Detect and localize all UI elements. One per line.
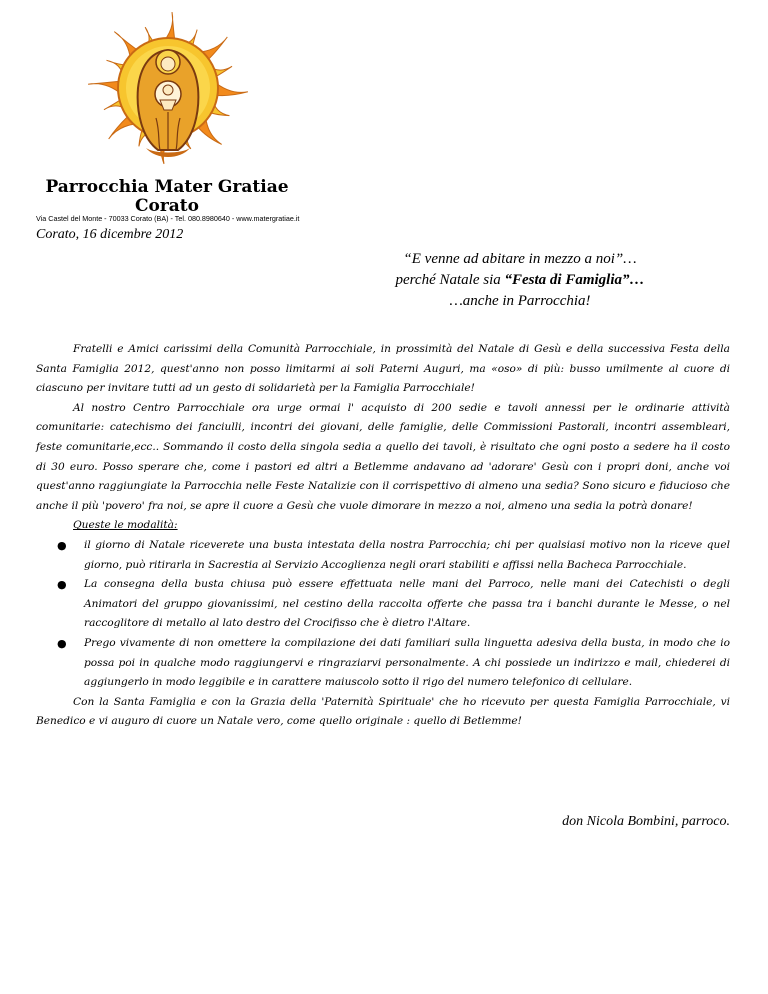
paragraph-closing: Con la Santa Famiglia e con la Grazia della 'Paternità Spirituale' che ho ricevuto per questa Famiglia Parrocchiale, vi Benedico e vi auguro di cuore un Natale vero, come quello originale : quello di Betlemme! [36,695,730,728]
bullet-icon: ● [57,538,67,552]
letter-date: Corato, 16 dicembre 2012 [36,227,184,242]
parish-city: Corato [134,196,200,216]
parish-name: Parrocchia Mater Gratiae [45,177,289,197]
motto [370,249,670,312]
parish-address: Via Castel del Monte - 70033 Corato (BA) - Tel. 080.8980640 - www.matergratiae.it [36,214,300,223]
list-item [36,575,730,634]
paragraph-intro: Fratelli e Amici carissimi della Comunità Parrocchiale, in prossimità del Natale di Gesù e della successiva Festa della Santa Famiglia 2012, quest'anno non posso limitarmi ai soli Paterni Auguri, ma «oso» di più: busso umilmente al cuore di ciascuno per invitare tutti ad un gesto di solidarietà per la Famiglia Parrocchiale! [36,343,730,395]
list-item-text: il giorno di Natale riceverete una busta intestata della nostra Parrocchia; chi per qualsiasi motivo non la riceve quel giorno, può ritirarla in Sacrestia al Servizio Accoglienza negli orari stabiliti e affissi nella Bacheca Parrocchiale. [84,538,730,571]
list-item-text: La consegna della busta chiusa può essere effettuata nelle mani del Parroco, nelle mani dei Catechisti o degli Animatori del gruppo giovanissimi, nel cestino della raccolta offerte che passa tra i banchi durante le Messe, o nel raccoglitore di metallo al lato destro del Crocifisso che è dietro l'Altare. [84,578,730,630]
modalities-list [36,536,730,693]
list-item-text: Prego vivamente di non omettere la compilazione dei dati familiari sulla linguetta adesiva della busta, in modo che io possa poi in qualche modo raggiungervi e ringraziarvi personalmente. A chi possiede un indirizzo e mail, chiederei di aggiungerlo in modo leggibile e in carattere maiuscolo sotto il rigo del numero telefonico di cellulare. [84,636,730,689]
paragraph-request: Al nostro Centro Parrocchiale ora urge ormai l' acquisto di 200 sedie e tavoli annessi per le ordinarie attività comunitarie: catechismo dei fanciulli, incontri dei giovani, delle famiglie, delle Commissioni Pastorali, incontri assembleari, feste comunitarie,ecc.. Sommando il costo della singola sedia a quello dei tavoli, è risultato che ogni posto a sedere ha il costo di 30 euro. Posso sperare che, come i pastori ed altri a Betlemme andavano ad 'adorare' Gesù con i propri doni, anche voi quest'anno raggiungiate la Parrocchia nelle Feste Natalizie con il corrispettivo di almeno una sedia? Sono sicuro e fiducioso che anche il più 'povero' fra noi, se apre il cuore a Gesù che vuole dimorare in mezzo a noi, almeno una sedia la potrà donare! [36,401,730,512]
motto-line-2-bold: “Festa di Famiglia”… [504,272,645,288]
motto-line-2-prefix: perché Natale sia [395,272,505,288]
modalities-title: Queste le modalità: [73,519,178,532]
motto-line-2 [370,270,670,291]
bullet-icon: ● [57,578,67,592]
list-item [36,634,730,693]
letter-body [36,340,730,732]
motto-line-3: …anche in Parrocchia! [449,293,591,309]
parish-logo-madonna-sun [48,8,288,178]
list-item [36,536,730,575]
signature: don Nicola Bombini, parroco. [562,814,730,829]
bullet-icon: ● [57,636,67,650]
motto-line-1: “E venne ad abitare in mezzo a noi”… [403,251,637,267]
